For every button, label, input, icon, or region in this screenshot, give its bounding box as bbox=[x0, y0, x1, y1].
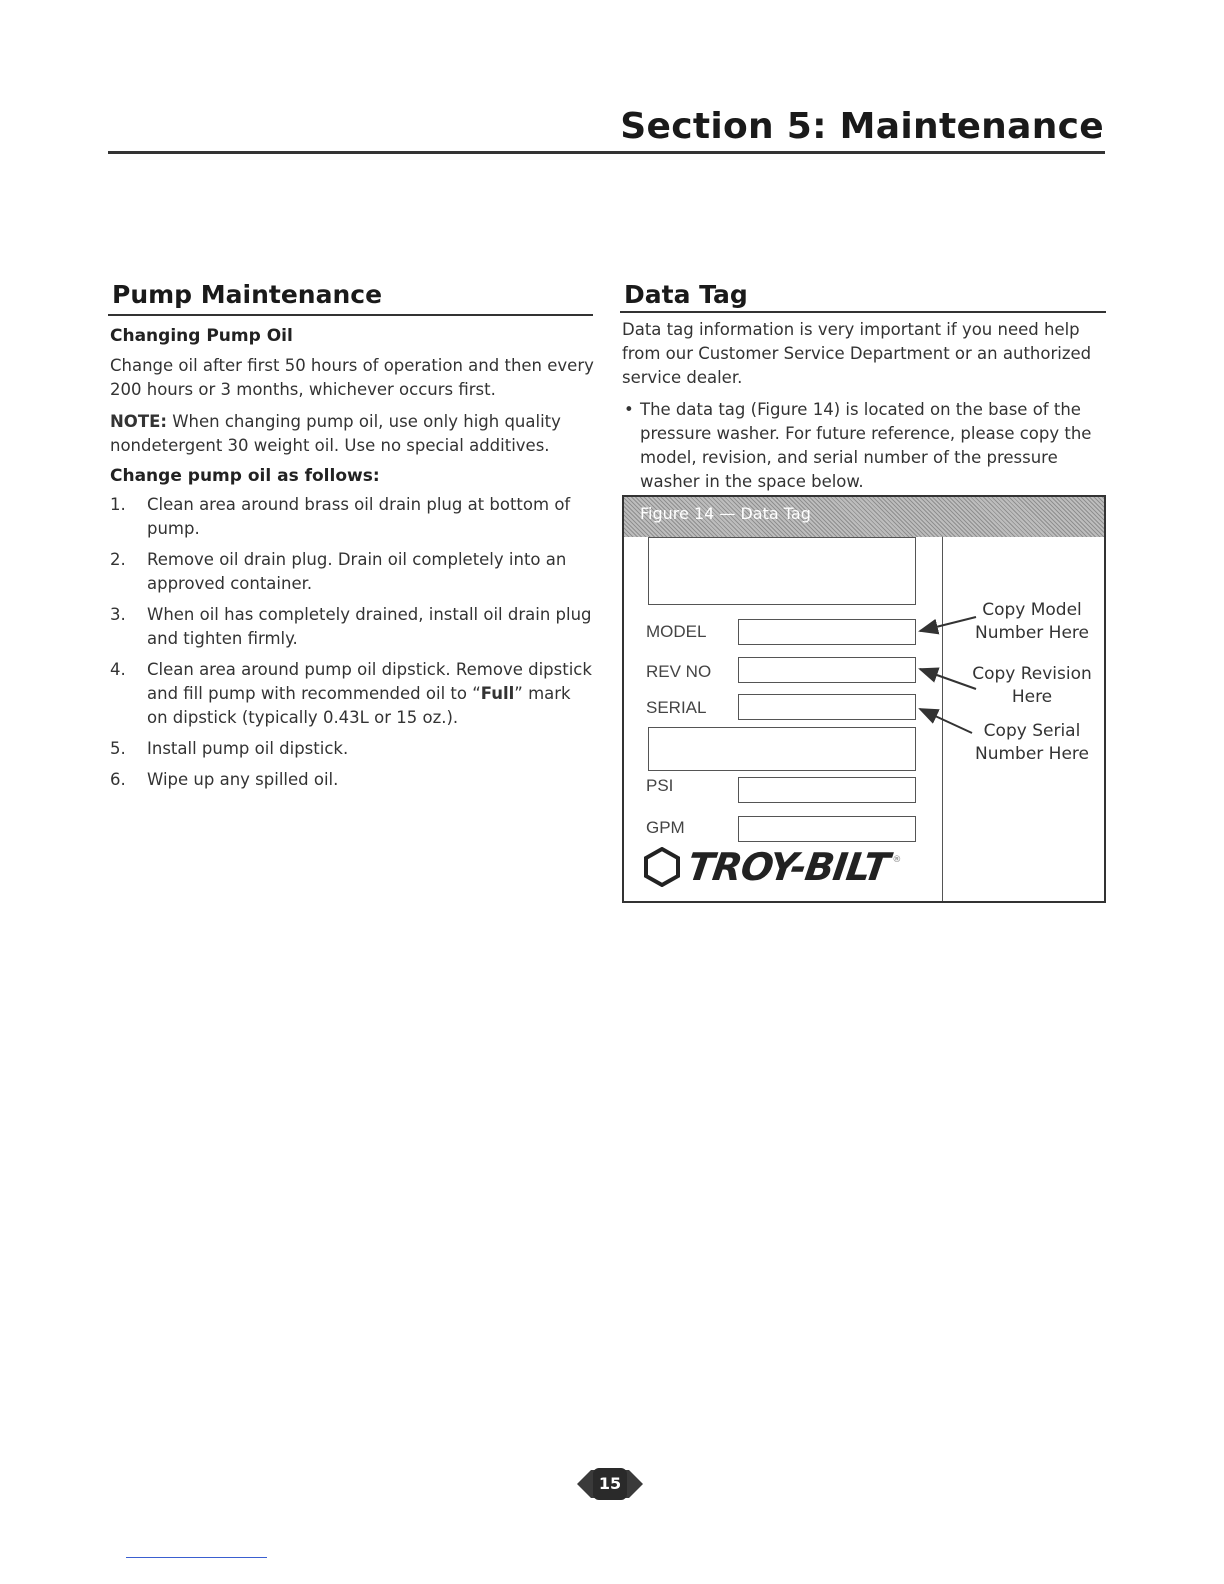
step-text: Clean area around brass oil drain plug at bottom of pump. bbox=[147, 495, 571, 538]
data-tag-figure bbox=[622, 495, 1106, 903]
data-tag-heading-rule bbox=[620, 311, 1106, 313]
list-item bbox=[110, 658, 595, 730]
step-number: 4. bbox=[110, 660, 126, 679]
data-tag-intro: Data tag information is very important if you need help from our Customer Service Department or an authorized service dealer. bbox=[622, 320, 1092, 387]
step-number: 1. bbox=[110, 495, 126, 514]
copy-model-callout: Copy Model Number Here bbox=[974, 600, 1089, 643]
copy-serial-callout: Copy Serial Number Here bbox=[974, 721, 1089, 764]
pump-intro-text: Change oil after first 50 hours of operation and then every 200 hours or 3 months, whichever occurs first. bbox=[110, 356, 594, 399]
step-text: Remove oil drain plug. Drain oil completely into an approved container. bbox=[147, 550, 567, 593]
data-tag-heading: Data Tag bbox=[624, 280, 748, 309]
step-text: ” mark on dipstick (typically 0.43L or 15 oz.). bbox=[147, 684, 571, 727]
page-number-badge bbox=[577, 1466, 643, 1502]
footer-link-line bbox=[126, 1557, 267, 1558]
pump-note bbox=[110, 410, 595, 458]
step-number: 2. bbox=[110, 550, 126, 569]
note-text: When changing pump oil, use only high quality nondetergent 30 weight oil. Use no special additives. bbox=[110, 412, 561, 455]
logo-text: TROY-BILT bbox=[684, 845, 892, 889]
step-text: Wipe up any spilled oil. bbox=[147, 770, 339, 789]
list-item bbox=[110, 493, 595, 541]
pump-maintenance-column bbox=[110, 324, 595, 799]
revision-arrow-icon bbox=[920, 669, 976, 689]
page-number: 15 bbox=[598, 1474, 622, 1493]
psi-label: PSI bbox=[646, 776, 674, 795]
bullet-text: The data tag (Figure 14) is located on the base of the pressure washer. For future reference, please copy the model, revision, and serial number of the pressure washer in the space below. bbox=[640, 400, 1092, 491]
note-label: NOTE: bbox=[110, 412, 167, 431]
step-text-bold: Full bbox=[480, 684, 515, 703]
step-text: Install pump oil dipstick. bbox=[147, 739, 349, 758]
model-arrow-icon bbox=[920, 617, 976, 631]
pump-heading-rule bbox=[108, 314, 593, 316]
step-number: 6. bbox=[110, 770, 126, 789]
list-item bbox=[110, 737, 595, 761]
list-item bbox=[110, 548, 595, 596]
list-item bbox=[110, 768, 595, 792]
step-text: Clean area around pump oil dipstick. Remove dipstick and fill pump with recommended oil to “ bbox=[147, 660, 592, 703]
section-title: Section 5: Maintenance bbox=[620, 106, 1104, 147]
model-label: MODEL bbox=[646, 622, 707, 641]
logo-registered-mark: ® bbox=[892, 855, 902, 865]
figure-caption: Figure 14 — Data Tag bbox=[624, 497, 1104, 537]
pump-maintenance-heading: Pump Maintenance bbox=[112, 280, 383, 309]
callout-arrows bbox=[624, 497, 1104, 901]
step-text: When oil has completely drained, install oil drain plug and tighten firmly. bbox=[147, 605, 592, 648]
serial-label: SERIAL bbox=[646, 698, 707, 717]
pump-steps-list bbox=[110, 493, 595, 792]
data-tag-column bbox=[622, 318, 1104, 494]
header-rule bbox=[108, 151, 1105, 154]
bullet-mark: • bbox=[624, 400, 634, 419]
serial-arrow-icon bbox=[920, 709, 972, 733]
changing-pump-oil-subheading: Changing Pump Oil bbox=[110, 326, 293, 346]
copy-revision-callout: Copy Revision Here bbox=[972, 664, 1092, 707]
step-number: 5. bbox=[110, 739, 126, 758]
gpm-label: GPM bbox=[646, 818, 685, 837]
data-tag-bullet bbox=[622, 398, 1104, 494]
steps-heading: Change pump oil as follows: bbox=[110, 466, 380, 486]
list-item bbox=[110, 603, 595, 651]
rev-no-label: REV NO bbox=[646, 662, 712, 681]
step-number: 3. bbox=[110, 605, 126, 624]
